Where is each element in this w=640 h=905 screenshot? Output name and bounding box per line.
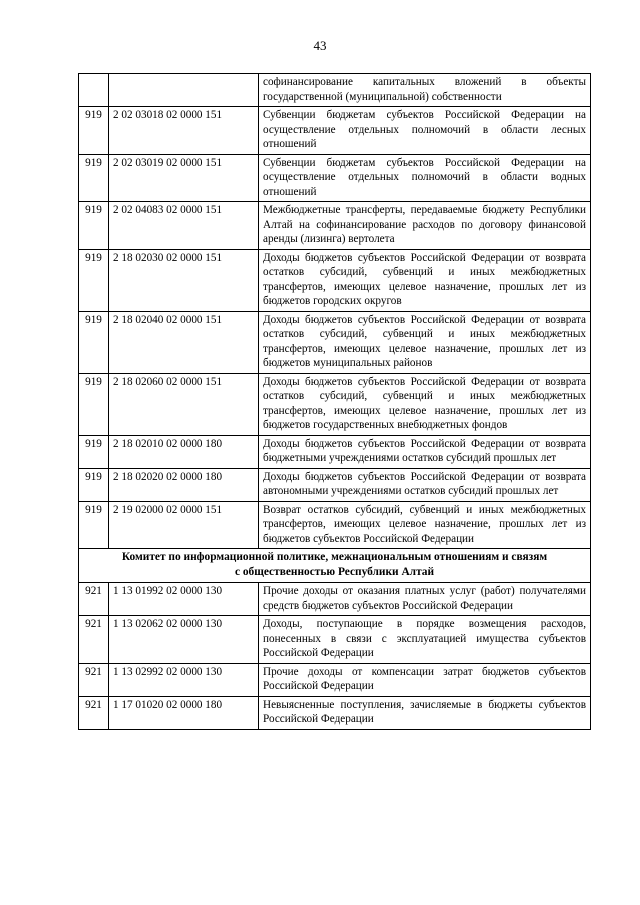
- admin-code-cell: 921: [79, 616, 109, 664]
- admin-code-cell: 919: [79, 373, 109, 435]
- revenue-name-cell: Возврат остатков субсидий, субвенций и иных межбюджетных трансфертов, имеющих целевое назначение, прошлых лет из бюджетов субъектов Российской Федерации: [259, 501, 591, 549]
- revenue-name-cell: Прочие доходы от компенсации затрат бюджетов субъектов Российской Федерации: [259, 663, 591, 696]
- table-row: [79, 663, 591, 696]
- budget-code-cell: 2 18 02030 02 0000 151: [109, 249, 259, 311]
- table-row: [79, 583, 591, 616]
- admin-code-cell: 919: [79, 435, 109, 468]
- budget-code-cell: 1 17 01020 02 0000 180: [109, 696, 259, 729]
- revenue-name-cell: Невыясненные поступления, зачисляемые в бюджеты субъектов Российской Федерации: [259, 696, 591, 729]
- table-row: [79, 249, 591, 311]
- budget-code-cell: 2 02 04083 02 0000 151: [109, 202, 259, 250]
- revenue-name-cell: Доходы бюджетов субъектов Российской Федерации от возврата остатков субсидий, субвенций и иных межбюджетных трансфертов, имеющих целевое назначение, прошлых лет из бюджетов городских округов: [259, 249, 591, 311]
- section-header-row: [79, 549, 591, 583]
- section-title-line2: с общественностью Республики Алтай: [234, 566, 435, 578]
- budget-code-cell: 2 02 03018 02 0000 151: [109, 107, 259, 155]
- revenue-name-cell: Доходы бюджетов субъектов Российской Федерации от возврата бюджетными учреждениями остатков субсидий прошлых лет: [259, 435, 591, 468]
- admin-code-cell: 921: [79, 663, 109, 696]
- admin-code-cell: 919: [79, 249, 109, 311]
- table-row: [79, 107, 591, 155]
- admin-code-cell: [79, 74, 109, 107]
- admin-code-cell: 919: [79, 311, 109, 373]
- revenue-name-cell: Субвенции бюджетам субъектов Российской Федерации на осуществление отдельных полномочий в области лесных отношений: [259, 107, 591, 155]
- table-row: [79, 373, 591, 435]
- table-row: [79, 616, 591, 664]
- table-row: [79, 468, 591, 501]
- revenue-codes-table: [78, 73, 591, 730]
- budget-code-cell: 2 02 03019 02 0000 151: [109, 154, 259, 202]
- budget-code-cell: 2 18 02060 02 0000 151: [109, 373, 259, 435]
- admin-code-cell: 921: [79, 583, 109, 616]
- admin-code-cell: 921: [79, 696, 109, 729]
- budget-code-cell: 2 18 02040 02 0000 151: [109, 311, 259, 373]
- budget-code-cell: 2 18 02010 02 0000 180: [109, 435, 259, 468]
- table-row: [79, 311, 591, 373]
- admin-code-cell: 919: [79, 501, 109, 549]
- table-row: [79, 202, 591, 250]
- table-row: [79, 501, 591, 549]
- budget-code-cell: 2 19 02000 02 0000 151: [109, 501, 259, 549]
- page-number: 43: [313, 38, 327, 53]
- revenue-name-cell: Субвенции бюджетам субъектов Российской Федерации на осуществление отдельных полномочий в области водных отношений: [259, 154, 591, 202]
- table-row: [79, 74, 591, 107]
- revenue-name-cell: Доходы бюджетов субъектов Российской Федерации от возврата автономными учреждениями остатков субсидий прошлых лет: [259, 468, 591, 501]
- revenue-name-cell: Доходы, поступающие в порядке возмещения расходов, понесенных в связи с эксплуатацией имущества субъектов Российской Федерации: [259, 616, 591, 664]
- admin-code-cell: 919: [79, 468, 109, 501]
- revenue-name-cell: Доходы бюджетов субъектов Российской Федерации от возврата остатков субсидий, субвенций и иных межбюджетных трансфертов, имеющих целевое назначение, прошлых лет из бюджетов муниципальных районов: [259, 311, 591, 373]
- revenue-name-cell: Прочие доходы от оказания платных услуг (работ) получателями средств бюджетов субъектов Российской Федерации: [259, 583, 591, 616]
- admin-code-cell: 919: [79, 107, 109, 155]
- budget-code-cell: [109, 74, 259, 107]
- table-row: [79, 435, 591, 468]
- revenue-name-cell: софинансирование капитальных вложений в объекты государственной (муниципальной) собственности: [259, 74, 591, 107]
- section-title: [79, 549, 591, 583]
- section-title-line1: Комитет по информационной политике, межнациональным отношениям и связям: [121, 551, 548, 563]
- table-row: [79, 696, 591, 729]
- admin-code-cell: 919: [79, 202, 109, 250]
- budget-code-cell: 1 13 01992 02 0000 130: [109, 583, 259, 616]
- budget-code-cell: 1 13 02062 02 0000 130: [109, 616, 259, 664]
- admin-code-cell: 919: [79, 154, 109, 202]
- revenue-name-cell: Межбюджетные трансферты, передаваемые бюджету Республики Алтай на софинансирование расходов по договору финансовой аренды (лизинга) вертолета: [259, 202, 591, 250]
- table-row: [79, 154, 591, 202]
- budget-code-cell: 1 13 02992 02 0000 130: [109, 663, 259, 696]
- budget-code-cell: 2 18 02020 02 0000 180: [109, 468, 259, 501]
- revenue-name-cell: Доходы бюджетов субъектов Российской Федерации от возврата остатков субсидий, субвенций и иных межбюджетных трансфертов, имеющих целевое назначение, прошлых лет из бюджетов государственных внебюджетных фондов: [259, 373, 591, 435]
